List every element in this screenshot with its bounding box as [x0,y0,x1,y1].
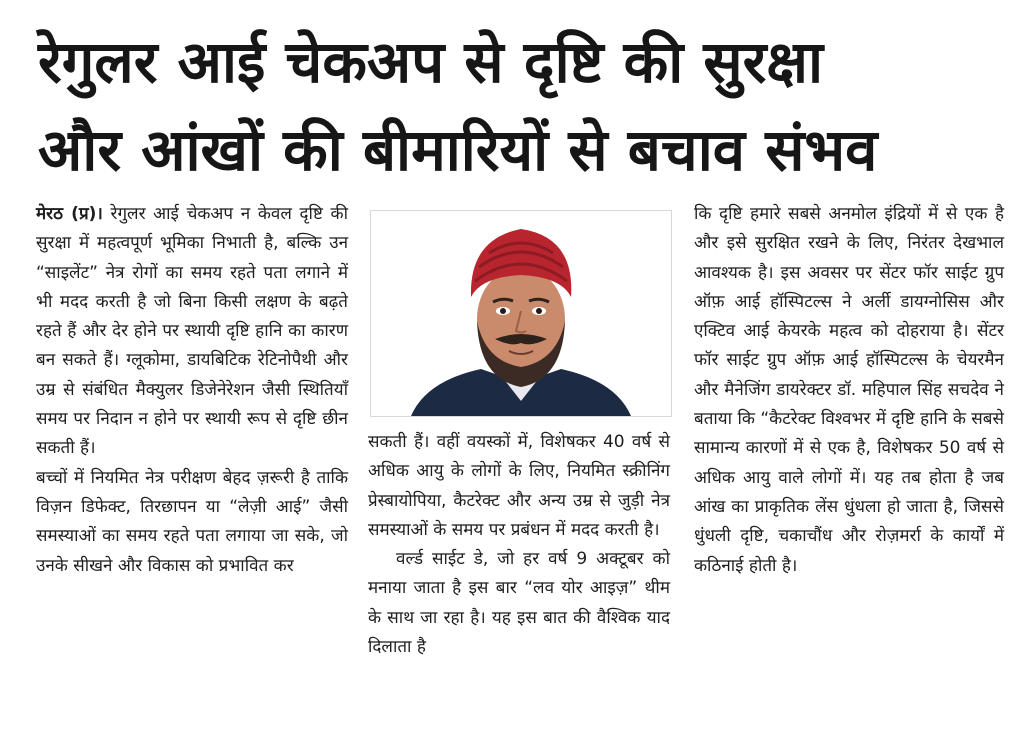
headline [38,18,998,194]
article-column-1 [36,200,348,581]
article-column-3 [694,200,1004,581]
headline-line-1: रेगुलर आई चेकअप से दृष्टि की सुरक्षा [38,28,823,96]
article-paragraph: कि दृष्टि हमारे सबसे अनमोल इंद्रियों में से एक है और इसे सुरक्षित रखने के लिए, निरंतर देखभाल आवश्यक है। इस अवसर पर सेंटर फॉर साईट ग्रुप ऑफ़ आई हॉस्पिटल्स ने अर्ली डायग्नोसिस और एक्टिव आई केयरके महत्व को दोहराया है। सेंटर फॉर साईट ग्रुप ऑफ़ आई हॉस्पिटल्स के चेयरमैन और मैनेजिंग डायरेक्टर डॉ. महिपाल सिंह सचदेव ने बताया कि “कैटरेक्ट विश्वभर में दृष्टि हानि के सबसे सामान्य कारणों में से एक है, विशेषकर 50 वर्ष से अधिक आयु वाले लोगों में। यह तब होता है जब आंख का प्राकृतिक लेंस धुंधला हो जाता है, जिससे धुंधली दृष्टि, चकाचौंध और रोज़मर्रा के कार्यों में कठिनाई होती है। [694,204,1004,576]
article-text: रेगुलर आई चेकअप न केवल दृष्टि की सुरक्षा में महत्वपूर्ण भूमिका निभाती है, बल्कि उन “साइलेंट” नेत्र रोगों का समय रहते पता लगाने में भी मदद करती है जो बिना किसी लक्षण के बढ़ते रहते हैं और देर होने पर स्थायी दृष्टि हानि का कारण बन सकते हैं। ग्लूकोमा, डायबिटिक रेटिनोपैथी और उम्र से संबंधित मैक्युलर डिजेनेरेशन जैसी स्थितियाँ समय पर निदान न होने पर स्थायी रूप से दृष्टि छीन सकती हैं। [36,204,349,459]
portrait-illustration [371,211,671,416]
headline-line-2: और आंखों की बीमारियों से बचाव संभव [38,116,878,184]
dateline: मेरठ (प्र)। [36,204,103,224]
article-paragraph: सकती हैं। वहीं वयस्कों में, विशेषकर 40 वर्ष से अधिक आयु के लोगों के लिए, नियमित स्क्रीनिंग प्रेस्बायोपिया, कैटरेक्ट और अन्य उम्र से जुड़ी नेत्र समस्याओं के समय पर प्रबंधन में मदद करती है। [368,432,670,540]
article-paragraph: वर्ल्ड साईट डे, जो हर वर्ष 9 अक्टूबर को मनाया जाता है इस बार “लव योर आइज़” थीम के साथ जा रहा है। यह इस बात की वैश्विक याद दिलाता है [368,549,670,658]
portrait-photo [370,210,672,417]
article-paragraph [36,200,348,464]
article-paragraph: बच्चों में नियमित नेत्र परीक्षण बेहद ज़रूरी है ताकि विज़न डिफेक्ट, तिरछापन या “लेज़ी आई” जैसी समस्याओं का समय रहते पता लगाया जा सके, जो उनके सीखने और विकास को प्रभावित कर [36,467,348,576]
article-column-2 [368,428,670,662]
